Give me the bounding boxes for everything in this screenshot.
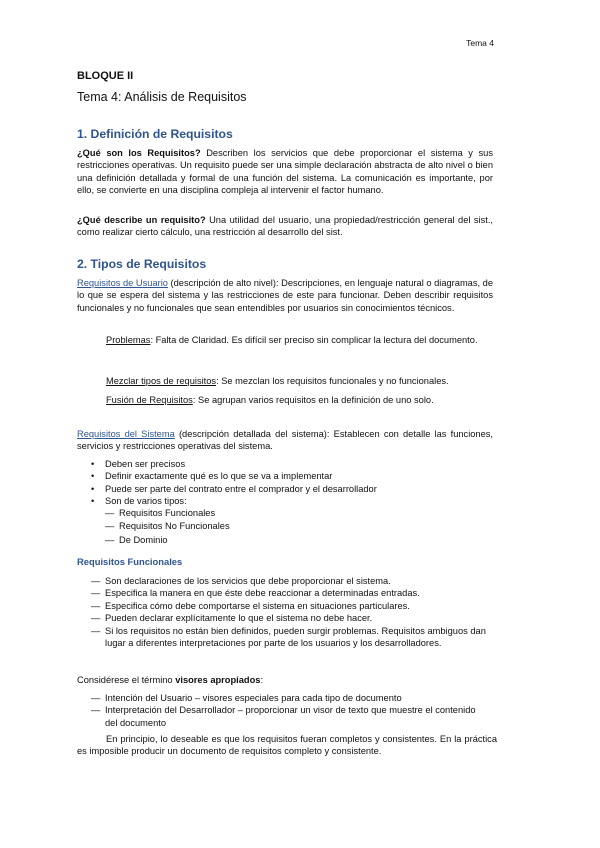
list-item: • Son de varios tipos: — [91, 495, 377, 507]
section1-title: 1. Definición de Requisitos — [77, 127, 233, 141]
list-item: — Requisitos No Funcionales — [105, 520, 230, 532]
problemas-text: : Falta de Claridad. Es difícil ser preciso sin complicar la lectura del documento. — [150, 335, 478, 345]
list-item: • Definir exactamente qué es lo que se va a implementar — [91, 470, 377, 482]
requisitos-sistema-bullets — [91, 458, 377, 508]
visores-list — [91, 692, 481, 729]
mezclar-label: Mezclar tipos de requisitos — [106, 376, 217, 386]
list-item: • Deben ser precisos — [91, 458, 377, 470]
section2-title: 2. Tipos de Requisitos — [77, 257, 207, 271]
list-item: — Especifica la manera en que éste debe reaccionar a determinadas entradas. — [91, 587, 493, 599]
section1-paragraph-2 — [77, 214, 493, 239]
list-item: — Intención del Usuario – visores especiales para cada tipo de documento — [91, 692, 481, 704]
requisitos-usuario-paragraph — [77, 277, 493, 314]
bloque-heading: BLOQUE II — [77, 70, 134, 82]
list-item: — Especifica cómo debe comportarse el sistema en situaciones particulares. — [91, 600, 493, 612]
list-item: • Puede ser parte del contrato entre el comprador y el desarrollador — [91, 483, 377, 495]
q1-text: Describen los servicios que debe proporcionar el sistema y sus restricciones operativas. Un requisito puede ser una simple declaración abstracta de alto nivel o bien una definición detallada y formal de una función del sistema. La comunicación es importante, por ello, se convierte en una disciplina compleja al intervenir el factor humano. — [77, 148, 493, 196]
fusion-paragraph — [106, 394, 496, 406]
list-item: — Son declaraciones de los servicios que debe proporcionar el sistema. — [91, 575, 493, 587]
q2-label: ¿Qué describe un requisito? — [77, 215, 206, 225]
visores-label: visores apropiados — [175, 675, 261, 685]
list-item: — Si los requisitos no están bien definidos, pueden surgir problemas. Requisitos ambiguos dan lugar a diferentes interpretaciones por parte de los usuarios y los desarrolladores. — [91, 625, 493, 650]
fusion-label: Fusión de Requisitos — [106, 395, 193, 405]
tema-title: Tema 4: Análisis de Requisitos — [77, 90, 247, 104]
problemas-label: Problemas — [106, 335, 151, 345]
page-header-label: Tema 4 — [466, 38, 494, 48]
visores-prefix: Considérese el término — [77, 675, 176, 685]
requisitos-usuario-text: (descripción de alto nivel): Descripciones, en lenguaje natural o diagramas, de lo que se espera del sistema y las restricciones de este para funcionar. Deben describir requisitos funcionales y no funcionales que sean entendibles por usuarios sin conocimientos técnicos. — [77, 278, 494, 313]
visores-suffix: : — [260, 675, 264, 685]
requisitos-sistema-paragraph — [77, 428, 493, 453]
requisitos-sistema-text: (descripción detallada del sistema): Establecen con detalle las funciones, servicios y restricciones operativas del sistema. — [77, 429, 494, 452]
fusion-text: : Se agrupan varios requisitos en la definición de uno solo. — [192, 395, 434, 405]
problemas-paragraph — [106, 331, 496, 350]
closing-paragraph: En principio, lo deseable es que los requisitos fueran completos y consistentes. En la práctica es imposible producir un documento de requisitos completo y consistente. — [77, 734, 497, 757]
list-item: — Pueden declarar explícitamente lo que el sistema no debe hacer. — [91, 612, 493, 624]
mezclar-paragraph — [106, 375, 496, 387]
requisitos-funcionales-title: Requisitos Funcionales — [77, 556, 183, 567]
requisitos-subtypes-list — [105, 507, 230, 546]
q2-text: Una utilidad del usuario, una propiedad/restricción general del sist., como realizar cierto cálculo, una restricción al desarrollo del sist. — [77, 215, 493, 238]
requisitos-usuario-link[interactable]: Requisitos de Usuario — [77, 278, 168, 288]
section1-paragraph-1 — [77, 147, 493, 197]
q1-label: ¿Qué son los Requisitos? — [77, 148, 201, 158]
requisitos-sistema-link[interactable]: Requisitos del Sistema — [77, 429, 175, 439]
list-item: — Interpretación del Desarrollador – proporcionar un visor de texto que muestre el contenido del documento — [91, 704, 481, 729]
visores-paragraph — [77, 674, 493, 686]
requisitos-funcionales-list — [91, 575, 493, 649]
list-item: — Requisitos Funcionales — [105, 507, 230, 519]
list-item: — De Dominio — [105, 534, 230, 546]
mezclar-text: : Se mezclan los requisitos funcionales y no funcionales. — [216, 376, 449, 386]
